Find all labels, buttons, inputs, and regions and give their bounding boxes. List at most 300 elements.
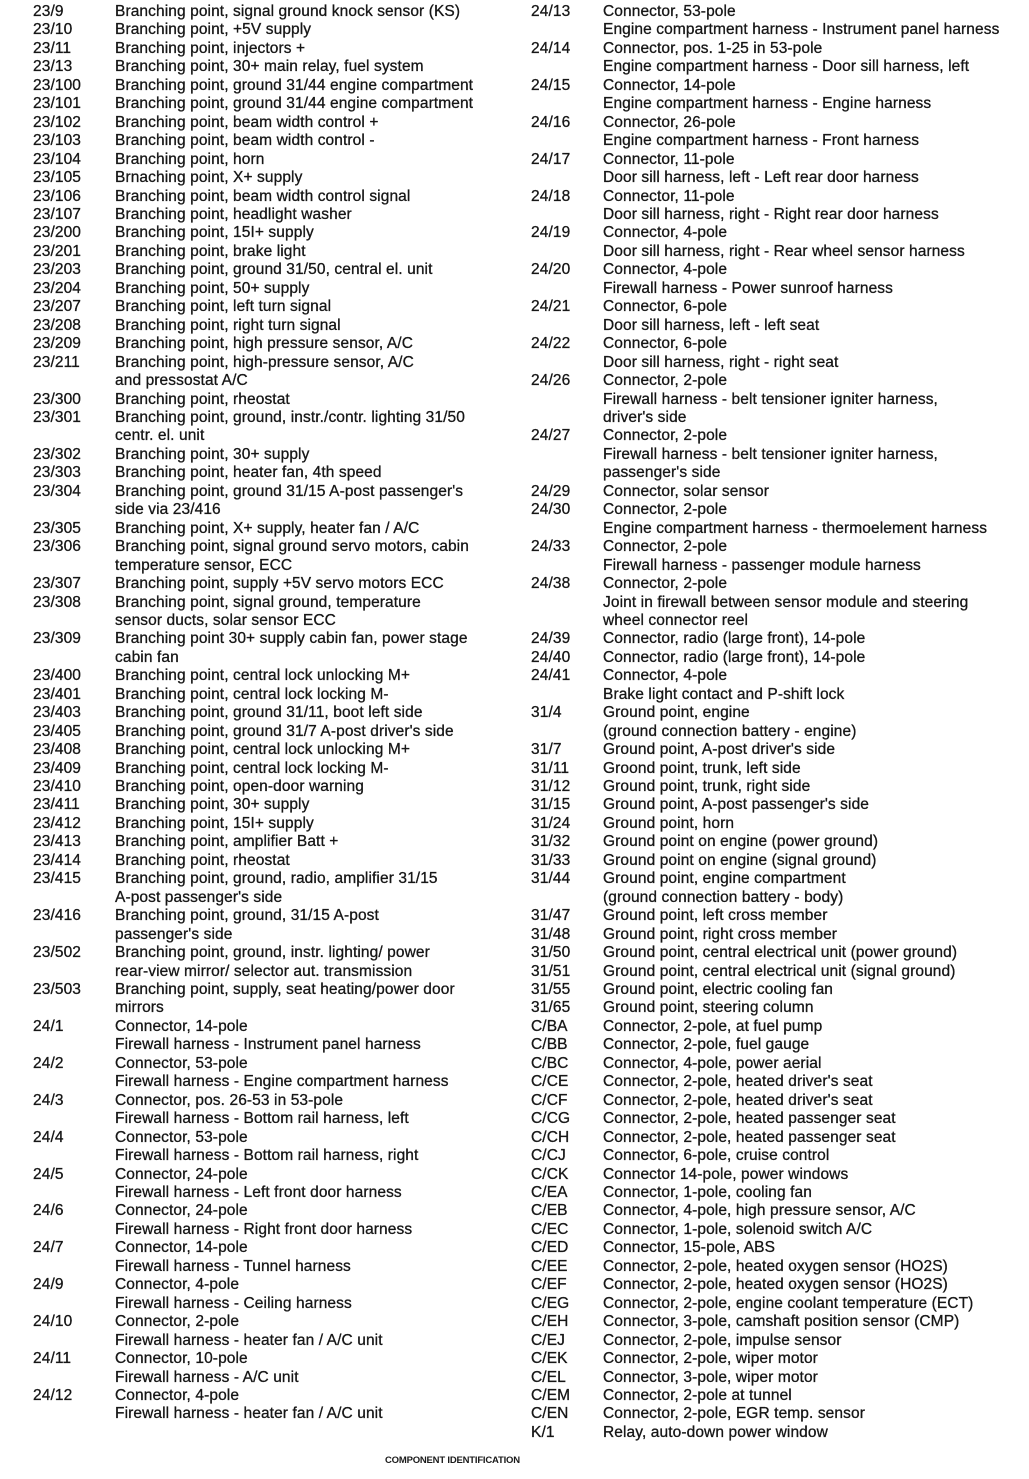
component-description: Connector, 2-pole, impulse sensor: [603, 1331, 842, 1349]
list-item: [531, 354, 999, 372]
list-item: [33, 335, 473, 353]
list-item: [531, 907, 999, 925]
list-item: [33, 963, 473, 981]
list-item: [33, 483, 473, 501]
component-code: [531, 280, 603, 298]
component-description: Connector, 6-pole: [603, 298, 728, 316]
component-description: Branching point, right turn signal: [115, 316, 341, 334]
component-description: Connector, 53-pole: [115, 1128, 248, 1146]
list-item: [531, 741, 999, 759]
component-code: 24/1: [33, 1017, 64, 1035]
component-code: C/EA: [531, 1184, 568, 1201]
component-description: Branching point, central lock locking M-: [115, 759, 389, 777]
component-code: [531, 612, 603, 630]
component-description: Connector, 2-pole, heated oxygen sensor (HO2S): [603, 1276, 948, 1294]
list-item: [531, 483, 999, 501]
list-item: [531, 243, 999, 261]
component-code: [33, 889, 115, 907]
list-item: [531, 926, 999, 944]
component-description: Door sill harness, right - Rear wheel sensor harness: [603, 242, 965, 260]
component-code: 24/14: [531, 39, 571, 57]
component-description: Joint in firewall between sensor module and steering: [603, 593, 969, 611]
component-description: Connector, 2-pole, heated passenger seat: [603, 1110, 896, 1128]
component-description: Branching point, 15I+ supply: [115, 224, 314, 242]
component-description: Firewall harness - belt tensioner igniter harness,: [603, 390, 938, 408]
list-item: [33, 77, 473, 95]
component-description: Relay, auto-down power window: [603, 1423, 828, 1441]
list-item: [33, 95, 473, 113]
component-list-right-column: [531, 3, 999, 1442]
component-code: 23/414: [33, 851, 82, 869]
list-item: [531, 3, 999, 21]
component-code: 23/307: [33, 575, 82, 593]
component-description: Door sill harness, right - right seat: [603, 353, 839, 371]
component-description: Firewall harness - heater fan / A/C unit: [115, 1331, 383, 1349]
list-item: [33, 833, 473, 851]
component-code: 24/30: [531, 501, 571, 519]
component-code: C/CH: [531, 1128, 570, 1146]
list-item: [33, 151, 473, 169]
component-code: [531, 889, 603, 907]
component-code: 23/201: [33, 242, 82, 260]
component-description: Connector, 2-pole: [603, 372, 728, 390]
component-description: Engine compartment harness - Door sill harness, left: [603, 58, 970, 76]
list-item: [531, 1110, 999, 1128]
list-item: [33, 446, 473, 464]
component-code: [531, 391, 603, 409]
component-description: Ground point, trunk, right side: [603, 778, 811, 796]
list-item: [531, 224, 999, 242]
page-footer-title: COMPONENT IDENTIFICATION: [385, 1455, 520, 1466]
component-code: 24/6: [33, 1202, 64, 1220]
component-code: 23/403: [33, 704, 82, 722]
component-description: Firewall harness - Right front door harness: [115, 1220, 413, 1238]
component-description: Connector, 4-pole: [603, 224, 728, 242]
list-item: [531, 796, 999, 814]
component-code: 23/306: [33, 538, 82, 556]
list-item: [33, 317, 473, 335]
component-code: [531, 520, 603, 538]
list-item: [33, 1036, 473, 1054]
component-description: Branching point, signal ground servo motors, cabin: [115, 538, 469, 556]
component-description: Ground point, A-post passenger's side: [603, 796, 870, 814]
component-code: 24/7: [33, 1239, 64, 1257]
component-description: Ground point, left cross member: [603, 907, 828, 925]
component-code: 23/106: [33, 187, 82, 205]
list-item: [33, 575, 473, 593]
component-description: passenger's side: [115, 925, 233, 943]
component-code: [531, 206, 603, 224]
component-description: Branching point, left turn signal: [115, 298, 332, 316]
list-item: [33, 391, 473, 409]
component-code: [33, 1295, 115, 1313]
component-description: Connector, 24-pole: [115, 1202, 248, 1220]
list-item: [33, 1369, 473, 1387]
list-item: [33, 1166, 473, 1184]
component-code: 23/309: [33, 630, 82, 648]
component-description: Firewall harness - passenger module harness: [603, 556, 921, 574]
component-description: Branching point, central lock unlocking M+: [115, 741, 410, 759]
component-description: Branching point, amplifier Batt +: [115, 833, 339, 851]
component-description: wheel connector reel: [603, 611, 749, 629]
list-item: [33, 1313, 473, 1331]
list-item: [33, 21, 473, 39]
component-description: Brnaching point, X+ supply: [115, 169, 303, 187]
component-code: 23/408: [33, 741, 82, 759]
component-code: 24/41: [531, 667, 571, 685]
component-code: C/BB: [531, 1036, 568, 1054]
component-description: Connector, 2-pole at tunnel: [603, 1386, 792, 1404]
component-code: C/BC: [531, 1054, 569, 1072]
list-item: [531, 1332, 999, 1350]
list-item: [33, 243, 473, 261]
list-item: [33, 1129, 473, 1147]
component-code: 24/3: [33, 1091, 64, 1109]
component-description: Firewall harness - Power sunroof harness: [603, 279, 894, 297]
component-description: Connector, 2-pole: [603, 427, 728, 445]
component-description: Firewall harness - belt tensioner igniter harness,: [603, 445, 938, 463]
component-description: Branching point, X+ supply, heater fan / A/C: [115, 519, 420, 537]
component-code: 23/502: [33, 944, 82, 962]
component-description: Ground point, steering column: [603, 999, 814, 1017]
component-code: 31/44: [531, 870, 571, 888]
component-code: 24/33: [531, 538, 571, 556]
component-code: 24/17: [531, 150, 571, 168]
component-code: 23/304: [33, 482, 82, 500]
list-item: [531, 95, 999, 113]
component-description: Connector, 53-pole: [603, 3, 736, 20]
component-description: Connector, 2-pole, wiper motor: [603, 1350, 818, 1368]
component-description: Door sill harness, left - left seat: [603, 316, 820, 334]
component-code: 23/208: [33, 316, 82, 334]
component-description: Connector, 26-pole: [603, 113, 736, 131]
component-code: [33, 427, 115, 445]
list-item: [33, 3, 473, 21]
component-description: Engine compartment harness - Front harness: [603, 132, 920, 150]
list-item: [531, 594, 999, 612]
component-description: Branching point, 30+ supply: [115, 445, 310, 463]
component-code: 23/107: [33, 205, 82, 223]
list-item: [531, 114, 999, 132]
component-description: Branching point, signal ground knock sensor (KS): [115, 3, 461, 20]
list-item: [33, 852, 473, 870]
list-item: [33, 796, 473, 814]
component-code: [33, 1258, 115, 1276]
component-description: Connector, 4-pole: [115, 1276, 240, 1294]
component-code: [33, 1110, 115, 1128]
list-item: [33, 538, 473, 556]
component-code: 24/40: [531, 648, 571, 666]
list-item: [531, 40, 999, 58]
component-description: Connector, 1-pole, cooling fan: [603, 1184, 812, 1201]
component-code: 24/9: [33, 1276, 64, 1294]
component-code: 24/4: [33, 1128, 64, 1146]
list-item: [33, 1387, 473, 1405]
list-item: [33, 298, 473, 316]
component-code: 23/203: [33, 261, 82, 279]
component-description: side via 23/416: [115, 501, 221, 519]
component-code: [33, 1073, 115, 1091]
component-description: Connector, 6-pole: [603, 335, 728, 353]
list-item: [531, 575, 999, 593]
component-code: 24/2: [33, 1054, 64, 1072]
list-item: [33, 1184, 473, 1202]
component-code: [33, 1147, 115, 1165]
list-item: [33, 1221, 473, 1239]
component-code: 31/4: [531, 704, 562, 722]
component-description: Branching point, ground, radio, amplifier 31/15: [115, 870, 438, 888]
list-item: [531, 612, 999, 630]
component-code: 24/18: [531, 187, 571, 205]
component-description: Firewall harness - Left front door harness: [115, 1184, 402, 1201]
component-code: [33, 1036, 115, 1054]
component-description: Ground point, engine compartment: [603, 870, 846, 888]
list-item: [33, 944, 473, 962]
component-code: [33, 557, 115, 575]
component-code: 23/9: [33, 3, 64, 20]
component-description: Branching point, 50+ supply: [115, 279, 310, 297]
component-description: Branching point, supply +5V servo motors ECC: [115, 575, 444, 593]
list-item: [33, 1350, 473, 1368]
component-code: 23/301: [33, 408, 82, 426]
component-code: 23/104: [33, 150, 82, 168]
component-code: 24/11: [33, 1350, 72, 1368]
list-item: [33, 1110, 473, 1128]
list-item: [33, 1092, 473, 1110]
component-code: 23/415: [33, 870, 82, 888]
component-code: C/CF: [531, 1091, 568, 1109]
component-description: Branching point, beam width control +: [115, 113, 379, 131]
component-code: 23/308: [33, 593, 82, 611]
component-description: Engine compartment harness - Instrument panel harness: [603, 21, 1000, 39]
list-item: [531, 630, 999, 648]
component-description: Connector, 1-pole, solenoid switch A/C: [603, 1220, 873, 1238]
list-item: [531, 21, 999, 39]
list-item: [33, 280, 473, 298]
component-code: 23/204: [33, 279, 82, 297]
component-description: passenger's side: [603, 464, 721, 482]
list-item: [33, 1147, 473, 1165]
component-description: Engine compartment harness - Engine harness: [603, 95, 932, 113]
list-item: [33, 1073, 473, 1091]
component-code: 23/101: [33, 95, 82, 113]
list-item: [531, 723, 999, 741]
list-item: [33, 501, 473, 519]
component-code: 23/102: [33, 113, 82, 131]
component-code: C/CJ: [531, 1147, 566, 1165]
component-description: Branching point, injectors +: [115, 39, 306, 57]
component-code: [531, 464, 603, 482]
component-description: driver's side: [603, 408, 687, 426]
component-code: 23/103: [33, 132, 82, 150]
list-item: [531, 501, 999, 519]
list-item: [33, 372, 473, 390]
component-code: 23/300: [33, 390, 82, 408]
list-item: [531, 1202, 999, 1220]
component-description: Door sill harness, left - Left rear door harness: [603, 169, 919, 187]
component-description: Ground point, right cross member: [603, 925, 838, 943]
component-code: 24/10: [33, 1313, 73, 1331]
list-item: [531, 852, 999, 870]
list-item: [531, 409, 999, 427]
component-code: 24/22: [531, 335, 571, 353]
component-code: 31/65: [531, 999, 571, 1017]
list-item: [531, 1424, 999, 1442]
component-code: 23/305: [33, 519, 82, 537]
component-code: [531, 132, 603, 150]
list-item: [33, 889, 473, 907]
component-code: [33, 1184, 115, 1202]
component-code: 24/12: [33, 1386, 73, 1404]
list-item: [33, 926, 473, 944]
component-code: [531, 409, 603, 427]
component-description: Branching point, horn: [115, 150, 265, 168]
list-item: [33, 999, 473, 1017]
component-code: [531, 21, 603, 39]
component-code: 31/12: [531, 778, 571, 796]
component-description: Branching point, ground 31/44 engine compartment: [115, 95, 474, 113]
component-description: A-post passenger's side: [115, 888, 283, 906]
component-code: [33, 1369, 115, 1387]
component-code: 24/16: [531, 113, 571, 131]
list-item: [33, 1405, 473, 1423]
component-description: Ground point, central electrical unit (power ground): [603, 944, 958, 962]
component-description: Branching point, 30+ main relay, fuel system: [115, 58, 424, 76]
component-description: Connector, 2-pole, engine coolant temperature (ECT): [603, 1294, 974, 1312]
component-code: C/EH: [531, 1313, 569, 1331]
component-code: C/BA: [531, 1017, 568, 1035]
component-description: Connector, 2-pole, heated driver's seat: [603, 1073, 873, 1091]
list-item: [531, 1258, 999, 1276]
component-description: Branching point, beam width control signal: [115, 187, 411, 205]
list-item: [531, 1239, 999, 1257]
list-item: [531, 1350, 999, 1368]
component-description: Branching point, brake light: [115, 242, 306, 260]
component-code: [33, 372, 115, 390]
list-item: [33, 704, 473, 722]
component-description: Connector, 2-pole: [115, 1313, 240, 1331]
component-description: Ground point, central electrical unit (signal ground): [603, 962, 956, 980]
component-description: Connector, 3-pole, wiper motor: [603, 1368, 818, 1386]
component-description: Branching point, signal ground, temperature: [115, 593, 421, 611]
list-item: [531, 317, 999, 335]
list-item: [531, 520, 999, 538]
list-item: [531, 1147, 999, 1165]
component-code: C/EB: [531, 1202, 568, 1220]
component-code: [33, 1221, 115, 1239]
component-description: Branching point, central lock unlocking M+: [115, 667, 410, 685]
list-item: [33, 686, 473, 704]
component-code: 24/19: [531, 224, 571, 242]
component-description: Firewall harness - Bottom rail harness, left: [115, 1110, 409, 1128]
component-code: 23/11: [33, 39, 72, 57]
component-description: mirrors: [115, 999, 164, 1017]
component-code: [33, 612, 115, 630]
list-item: [531, 870, 999, 888]
list-item: [531, 833, 999, 851]
list-item: [531, 280, 999, 298]
component-description: Branching point, open-door warning: [115, 778, 364, 796]
list-item: [531, 686, 999, 704]
component-description: Connector, 11-pole: [603, 150, 735, 168]
component-description: Connector, radio (large front), 14-pole: [603, 648, 866, 666]
component-description: Firewall harness - Engine compartment harness: [115, 1073, 449, 1091]
list-item: [33, 612, 473, 630]
list-item: [531, 778, 999, 796]
component-description: Connector, solar sensor: [603, 482, 769, 500]
component-code: 24/21: [531, 298, 571, 316]
list-item: [531, 1073, 999, 1091]
component-description: Connector, 15-pole, ABS: [603, 1239, 776, 1257]
component-code: 23/10: [33, 21, 73, 39]
component-code: C/EM: [531, 1386, 571, 1404]
component-description: Connector, 3-pole, camshaft position sensor (CMP): [603, 1313, 960, 1331]
component-code: 24/15: [531, 76, 571, 94]
list-item: [531, 667, 999, 685]
list-item: [33, 261, 473, 279]
list-item: [531, 1405, 999, 1423]
component-description: Connector, 24-pole: [115, 1165, 248, 1183]
component-description: Connector, 53-pole: [115, 1054, 248, 1072]
list-item: [531, 464, 999, 482]
list-item: [531, 1387, 999, 1405]
component-description: Branching point, central lock locking M-: [115, 685, 389, 703]
list-item: [531, 372, 999, 390]
component-code: 23/503: [33, 981, 82, 999]
component-code: 31/32: [531, 833, 571, 851]
component-code: 24/27: [531, 427, 571, 445]
component-description: Connector, 11-pole: [603, 187, 735, 205]
list-item: [531, 1295, 999, 1313]
component-description: Branching point, ground, 31/15 A-post: [115, 907, 379, 925]
list-item: [531, 391, 999, 409]
component-code: [33, 963, 115, 981]
component-code: C/EF: [531, 1276, 567, 1294]
component-code: [531, 686, 603, 704]
list-item: [33, 40, 473, 58]
component-code: 24/39: [531, 630, 571, 648]
component-code: [531, 594, 603, 612]
list-item: [531, 557, 999, 575]
component-description: Branching point, supply, seat heating/power door: [115, 981, 455, 999]
list-item: [531, 889, 999, 907]
component-code: 23/410: [33, 778, 82, 796]
component-code: 31/15: [531, 796, 571, 814]
component-description: Connector, 2-pole, heated passenger seat: [603, 1128, 896, 1146]
list-item: [531, 944, 999, 962]
component-code: C/EG: [531, 1294, 570, 1312]
component-code: 23/405: [33, 722, 82, 740]
list-item: [33, 778, 473, 796]
component-code: 23/302: [33, 445, 82, 463]
component-code: 23/303: [33, 464, 82, 482]
list-item: [531, 815, 999, 833]
component-description: Ground point on engine (power ground): [603, 833, 879, 851]
component-description: Ground point, A-post driver's side: [603, 741, 836, 759]
list-item: [33, 464, 473, 482]
component-description: Branching point 30+ supply cabin fan, power stage: [115, 630, 468, 648]
component-description: Branching point, ground, instr. lighting/ power: [115, 944, 430, 962]
list-item: [531, 169, 999, 187]
component-code: C/EK: [531, 1350, 568, 1368]
component-code: 23/207: [33, 298, 82, 316]
component-description: Ground point, engine: [603, 704, 750, 722]
component-code: C/ED: [531, 1239, 569, 1257]
component-code: 31/11: [531, 759, 570, 777]
list-item: [531, 1055, 999, 1073]
component-code: [33, 926, 115, 944]
component-code: 24/26: [531, 372, 571, 390]
